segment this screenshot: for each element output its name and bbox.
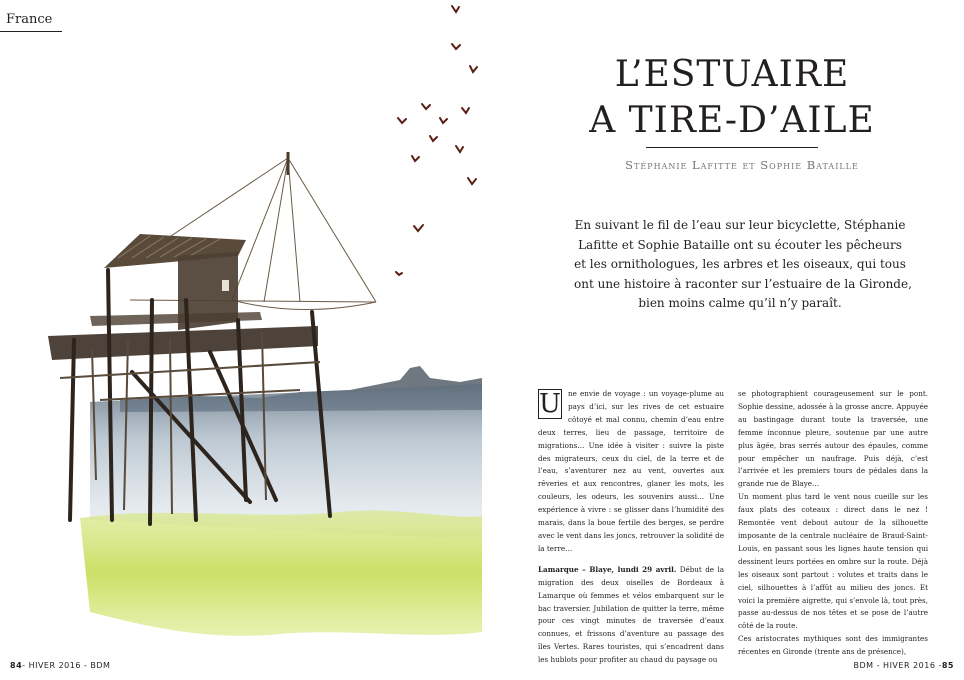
title-line-2: A TIRE-D’AILE [589,100,875,141]
article-paragraph-text: Début de la migration des deux oiselles de Bordeaux à Lamarque où femmes et vélos embarquent sur le bac traversier. Jubilation de quitter la terre, même pour ces vingt minutes de traversée d’eaux connues, et frissons d’aventure au passage des îles Vertes. Rares touristes, qui s’encadrent dans les hublots pour profiter au chaud du paysage ou [538,564,724,665]
folio-left [10,661,110,670]
standfirst [574,216,912,314]
article-paragraph: ne envie de voyage : un voyage-plume au pays d’ici, sur les rives de cet estuaire côtoyé et mal connu, chemin d’eau entre deux terres, lieu de passage, territoire de migrations… Une idée à visiter : suivre la piste des migrateurs, ceux du ciel, de la terre et de l’eau, s’aventurer nez au vent, ouvertes aux rêveries et aux rencontres, glaner les mots, les couleurs, les odeurs, les souvenirs aussi… Une expérience à vivre : se glisser dans l’humidité des marais, dans la boue fertile des berges, se perdre avec le vent dans les joncs, retrouver la solidité de la terre… [538,389,724,553]
standfirst-line: Lafitte et Sophie Bataille ont su écouter les pêcheurs [578,237,902,252]
fishing-net-shape [130,158,376,310]
byline: Stéphanie Lafitte et Sophie Bataille [625,158,859,172]
folio-right-text: BDM - HIVER 2016 - [853,661,942,670]
right-page [482,0,964,680]
article-paragraph: Ces aristocrates mythiques sont des immigrantes récentes en Gironde (trente ans de présence), [738,634,928,657]
article-paragraph: se photographient courageusement sur le pont. Sophie dessine, adossée à la grosse ancre. Appuyée au bastingage durant toute la traversée, une femme inconnue pleure, soutenue par une autre plus âgée, bras serrés autour des épaules, comme pour empêcher un naufrage. Puis déjà, c’est l’arrivée et les premiers tours de pédales dans la grande rue de Blaye… [738,389,928,489]
section-rule [0,31,62,32]
standfirst-line: bien moins calme qu’il n’y paraît. [638,296,842,310]
article-column-2 [738,388,928,659]
folio-right [854,661,954,670]
dateline: Lamarque – Blaye, lundi 29 avril. [538,564,677,574]
article-paragraph [538,564,724,667]
birds-shape [396,6,477,275]
drop-cap: U [539,389,561,419]
section-label: France [6,12,53,27]
article-column-1 [538,388,724,667]
standfirst-line: En suivant le fil de l’eau sur leur bicyclette, Stéphanie [574,218,906,232]
standfirst-line: ont une histoire à raconter sur l’estuaire de la Gironde, [574,276,912,291]
standfirst-line: et les ornithologues, les arbres et les oiseaux, qui tous [574,257,906,271]
title-line-1: L’ESTUAIRE [614,54,850,95]
folio-left-text: - HIVER 2016 - BDM [22,661,111,670]
page-number-right: 85 [941,661,954,670]
page-number-left: 84 [10,661,23,670]
article-paragraph: Un moment plus tard le vent nous cueille sur les faux plats des coteaux : direct dans le nez ! Remontée vent debout autour de la silhouette imposante de la centrale nucléaire de Braud-Saint-Louis, en passant sous les lignes haute tension qui dessinent leurs portées en ombre sur la route. Déjà les oiseaux sont partout : volutes et traits dans le ciel, silhouettes à l’affût au milieu des joncs. Et voici la première aigrette, qui s’envole là, tout près, passe au-dessus de nos têtes et se pose de l’autre côté de la route. [738,492,928,631]
grass-wash-shape [80,510,482,635]
platform-shape [48,326,318,360]
title-rule [646,147,818,148]
